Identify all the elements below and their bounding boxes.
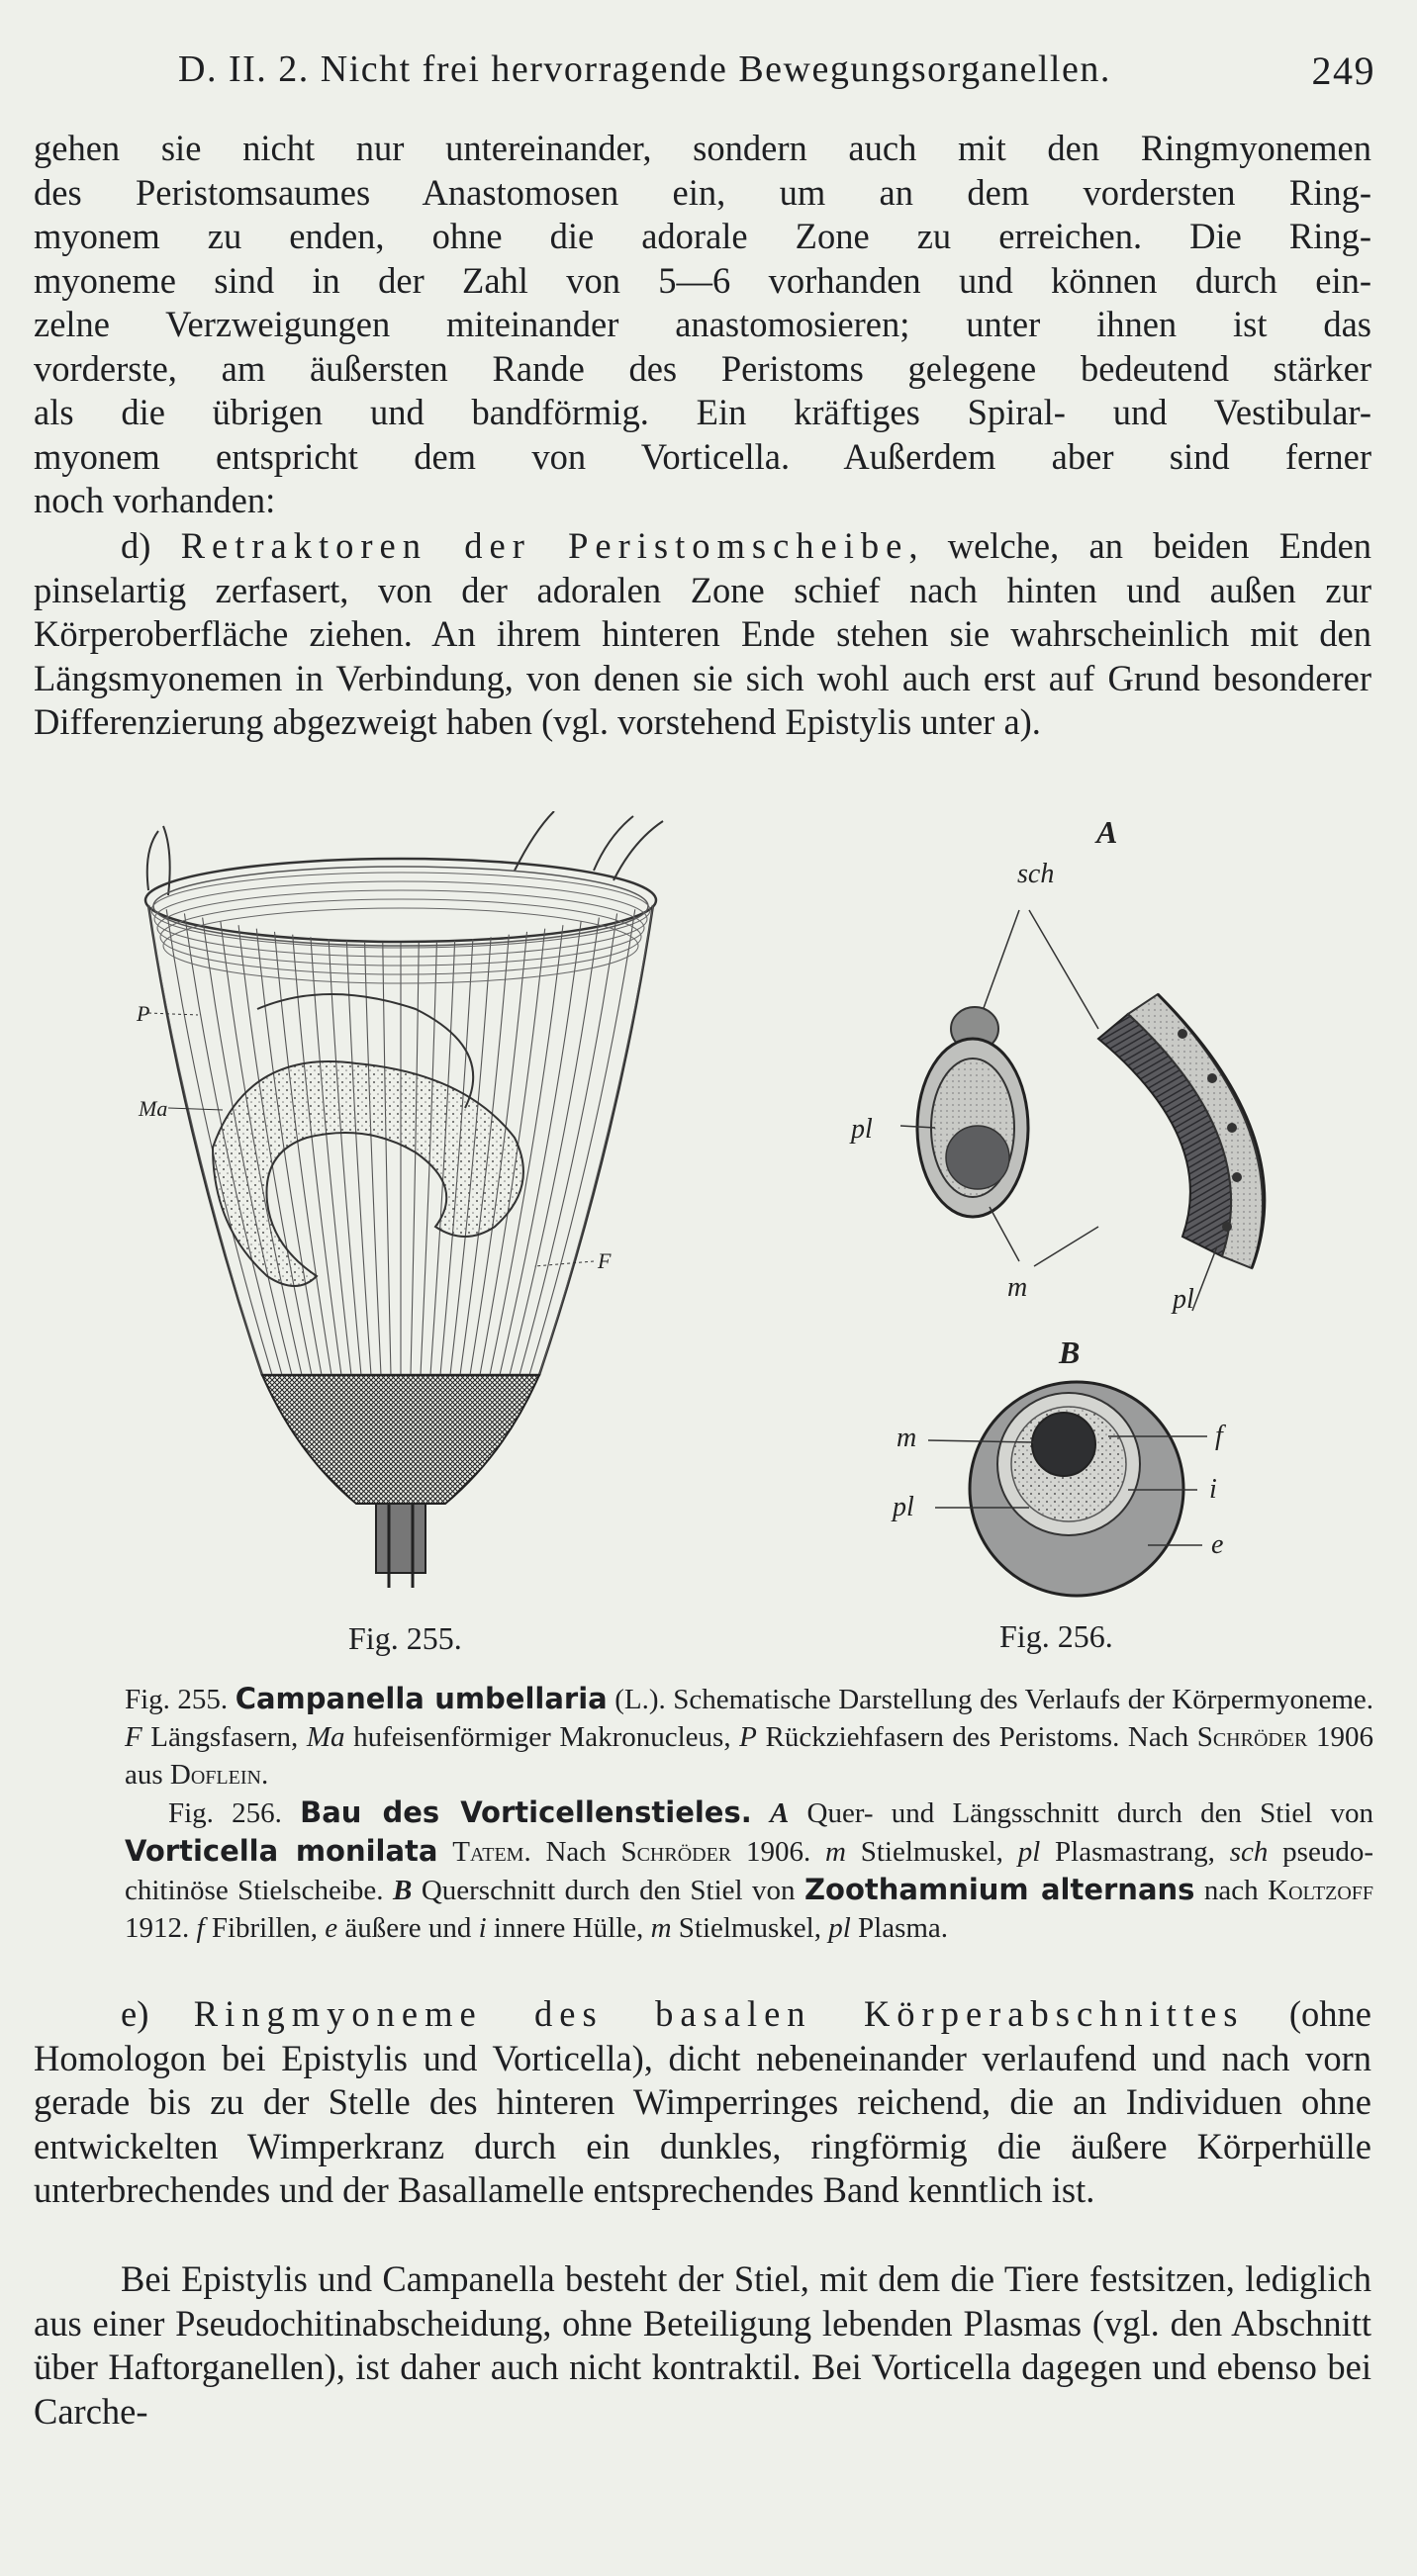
top-paragraph-line: gehen sie nicht nur untereinander, sondern auch mit den Ringmyonemen — [34, 128, 1371, 168]
fig256-label-pl-b: pl — [893, 1492, 914, 1522]
paragraph-d-text: , welche, an beiden Enden pinselartig zerfasert, von der adoralen Zone schief nach hinten und außen zur Körperoberfläche ziehen. An ihrem hinteren Ende stehen sie wahrscheinlich mit den Längsmyonemen in Verbindung, von denen sie sich wohl auch erst auf Grund besonderer Differenzierung abgezweigt haben (vgl. vorstehend Epistylis unter a). — [34, 525, 1372, 742]
top-paragraph-line: vorderste, am äußersten Rande des Peristoms gelegene bedeutend stärker — [34, 347, 1371, 389]
fig256-panel-b: B — [1059, 1334, 1081, 1370]
top-paragraph-line: des Peristomsaumes Anastomosen ein, um an dem vordersten Ring- — [34, 171, 1371, 213]
figure-256-label: Fig. 256. — [999, 1618, 1113, 1654]
paragraph-final-text: Bei Epistylis und Campanella besteht der Stiel, mit dem die Tiere festsitzen, lediglich aus einer Pseudochitinabscheidung, ohne Beteiligung lebenden Plasmas (vgl. den Abschnitt über Haftorganellen), ist daher auch nicht kontraktil. Bei Vorticella dagegen und ebenso bei Carche- — [34, 2258, 1371, 2432]
top-paragraph — [34, 127, 1371, 523]
longitudinal-myoneme — [383, 943, 391, 1375]
paragraph-e-text: (ohne Homologon bei Epistylis und Vorticella), dicht nebeneinander verlaufend und nach vorn gerade bis zu der Stelle des hinteren Wimperringes reichend, die an Individuen ohne entwickelten Wimperkranz durch ein dunkles, ringförmig die äußere Körperhülle unterbrechendes und der Basallamelle entsprechendes Band kenntlich ist. — [34, 1993, 1371, 2210]
fig256-label-pl-a2: pl — [1173, 1284, 1194, 1315]
fig256-label-f: f — [1215, 1421, 1223, 1451]
figure-255-drawing — [136, 811, 663, 1588]
fig255-label-ma: Ma — [139, 1096, 168, 1121]
fig255-label-p: P — [137, 1001, 150, 1026]
longitudinal-myoneme — [520, 913, 617, 1375]
figure-256-a-drawing — [849, 814, 1265, 1315]
fig256-label-pl-a: pl — [851, 1114, 873, 1145]
caption-256: Fig. 256. Bau des Vorticellenstieles. A Quer- und Längsschnitt durch den Stiel von Vorticella monilata Tatem. Nach Schröder 1906. m Stielmuskel, pl Plasmastrang, sch pseudo-chitinöse Stielscheibe. B Querschnitt durch den Stiel von Zoothamnium alternans nach Koltzoff 1912. f Fibrillen, e äußere und i innere Hülle, m Stielmuskel, pl Plasma. — [125, 1795, 1374, 1944]
fig256-label-m-a: m — [1007, 1272, 1028, 1303]
running-title: D. II. 2. Nicht frei hervorragende Bewegungsorganellen. — [178, 48, 1111, 90]
paragraph-final — [34, 2257, 1371, 2434]
caption-255: Fig. 255. Campanella umbellaria (L.). Schematische Darstellung des Verlaufs der Körpermyoneme. F Längsfasern, Ma hufeisenförmiger Makronucleus, P Rückziehfasern des Peristoms. Nach Schröder 1906 aus Doflein. — [125, 1682, 1374, 1791]
longitudinal-myoneme — [539, 905, 653, 1375]
fig256-panel-a: A — [1096, 814, 1118, 850]
longitudinal-myoneme — [329, 939, 361, 1375]
caption-256-species-1: Vorticella monilata — [125, 1834, 438, 1868]
longitudinal-myoneme — [275, 932, 332, 1375]
figure-256-b-drawing — [891, 1334, 1226, 1596]
fig256-label-m-b: m — [897, 1423, 917, 1453]
longitudinal-myoneme — [346, 941, 371, 1375]
paragraph-d — [34, 524, 1371, 745]
top-paragraph-line: myonem entspricht dem von Vorticella. Außerdem aber sind ferner — [34, 435, 1371, 477]
figures-area — [0, 811, 1417, 1662]
page-number: 249 — [1311, 48, 1375, 93]
figure-captions — [125, 1680, 1373, 1947]
top-paragraph-line: zelne Verzweigungen miteinander anastomosieren; unter ihnen ist das — [34, 304, 1371, 344]
figure-255-label: Fig. 255. — [348, 1620, 462, 1656]
top-paragraph-line: myonem zu enden, ohne die adorale Zone zu erreichen. Die Ring- — [34, 216, 1371, 256]
longitudinal-myoneme — [293, 935, 341, 1375]
longitudinal-myoneme — [311, 937, 351, 1375]
paragraph-e-prefix: e) — [121, 1993, 194, 2034]
fig255-label-f: F — [598, 1248, 612, 1273]
caption-256-title: Bau des Vorticellenstieles. — [300, 1795, 752, 1829]
longitudinal-myoneme — [510, 918, 599, 1375]
paragraph-d-term: Retraktoren der Peristomscheibe — [180, 525, 909, 566]
paragraph-e — [34, 1992, 1371, 2213]
longitudinal-myoneme — [529, 909, 635, 1375]
paragraph-e-term: Ringmyoneme des basalen Körperabschnittes — [193, 1993, 1245, 2034]
top-paragraph-lines — [34, 127, 1371, 523]
fig256-label-sch: sch — [1017, 859, 1055, 889]
figure-illustrations — [0, 811, 1417, 1662]
top-paragraph-line: noch vorhanden: — [34, 480, 276, 520]
caption-255-species: Campanella umbellaria — [235, 1682, 608, 1715]
fig256-label-e: e — [1211, 1529, 1224, 1560]
caption-256-species-2: Zoothamnium alternans — [804, 1873, 1195, 1906]
ring-myoneme — [151, 873, 650, 948]
paragraph-d-prefix: d) — [121, 525, 181, 566]
top-paragraph-line: myoneme sind in der Zahl von 5—6 vorhanden und können durch ein- — [34, 259, 1371, 301]
top-paragraph-line: als die übrigen und bandförmig. Ein kräftiges Spiral- und Vestibular- — [34, 392, 1371, 432]
page-header — [178, 47, 1375, 97]
fig256-label-i: i — [1209, 1474, 1217, 1505]
